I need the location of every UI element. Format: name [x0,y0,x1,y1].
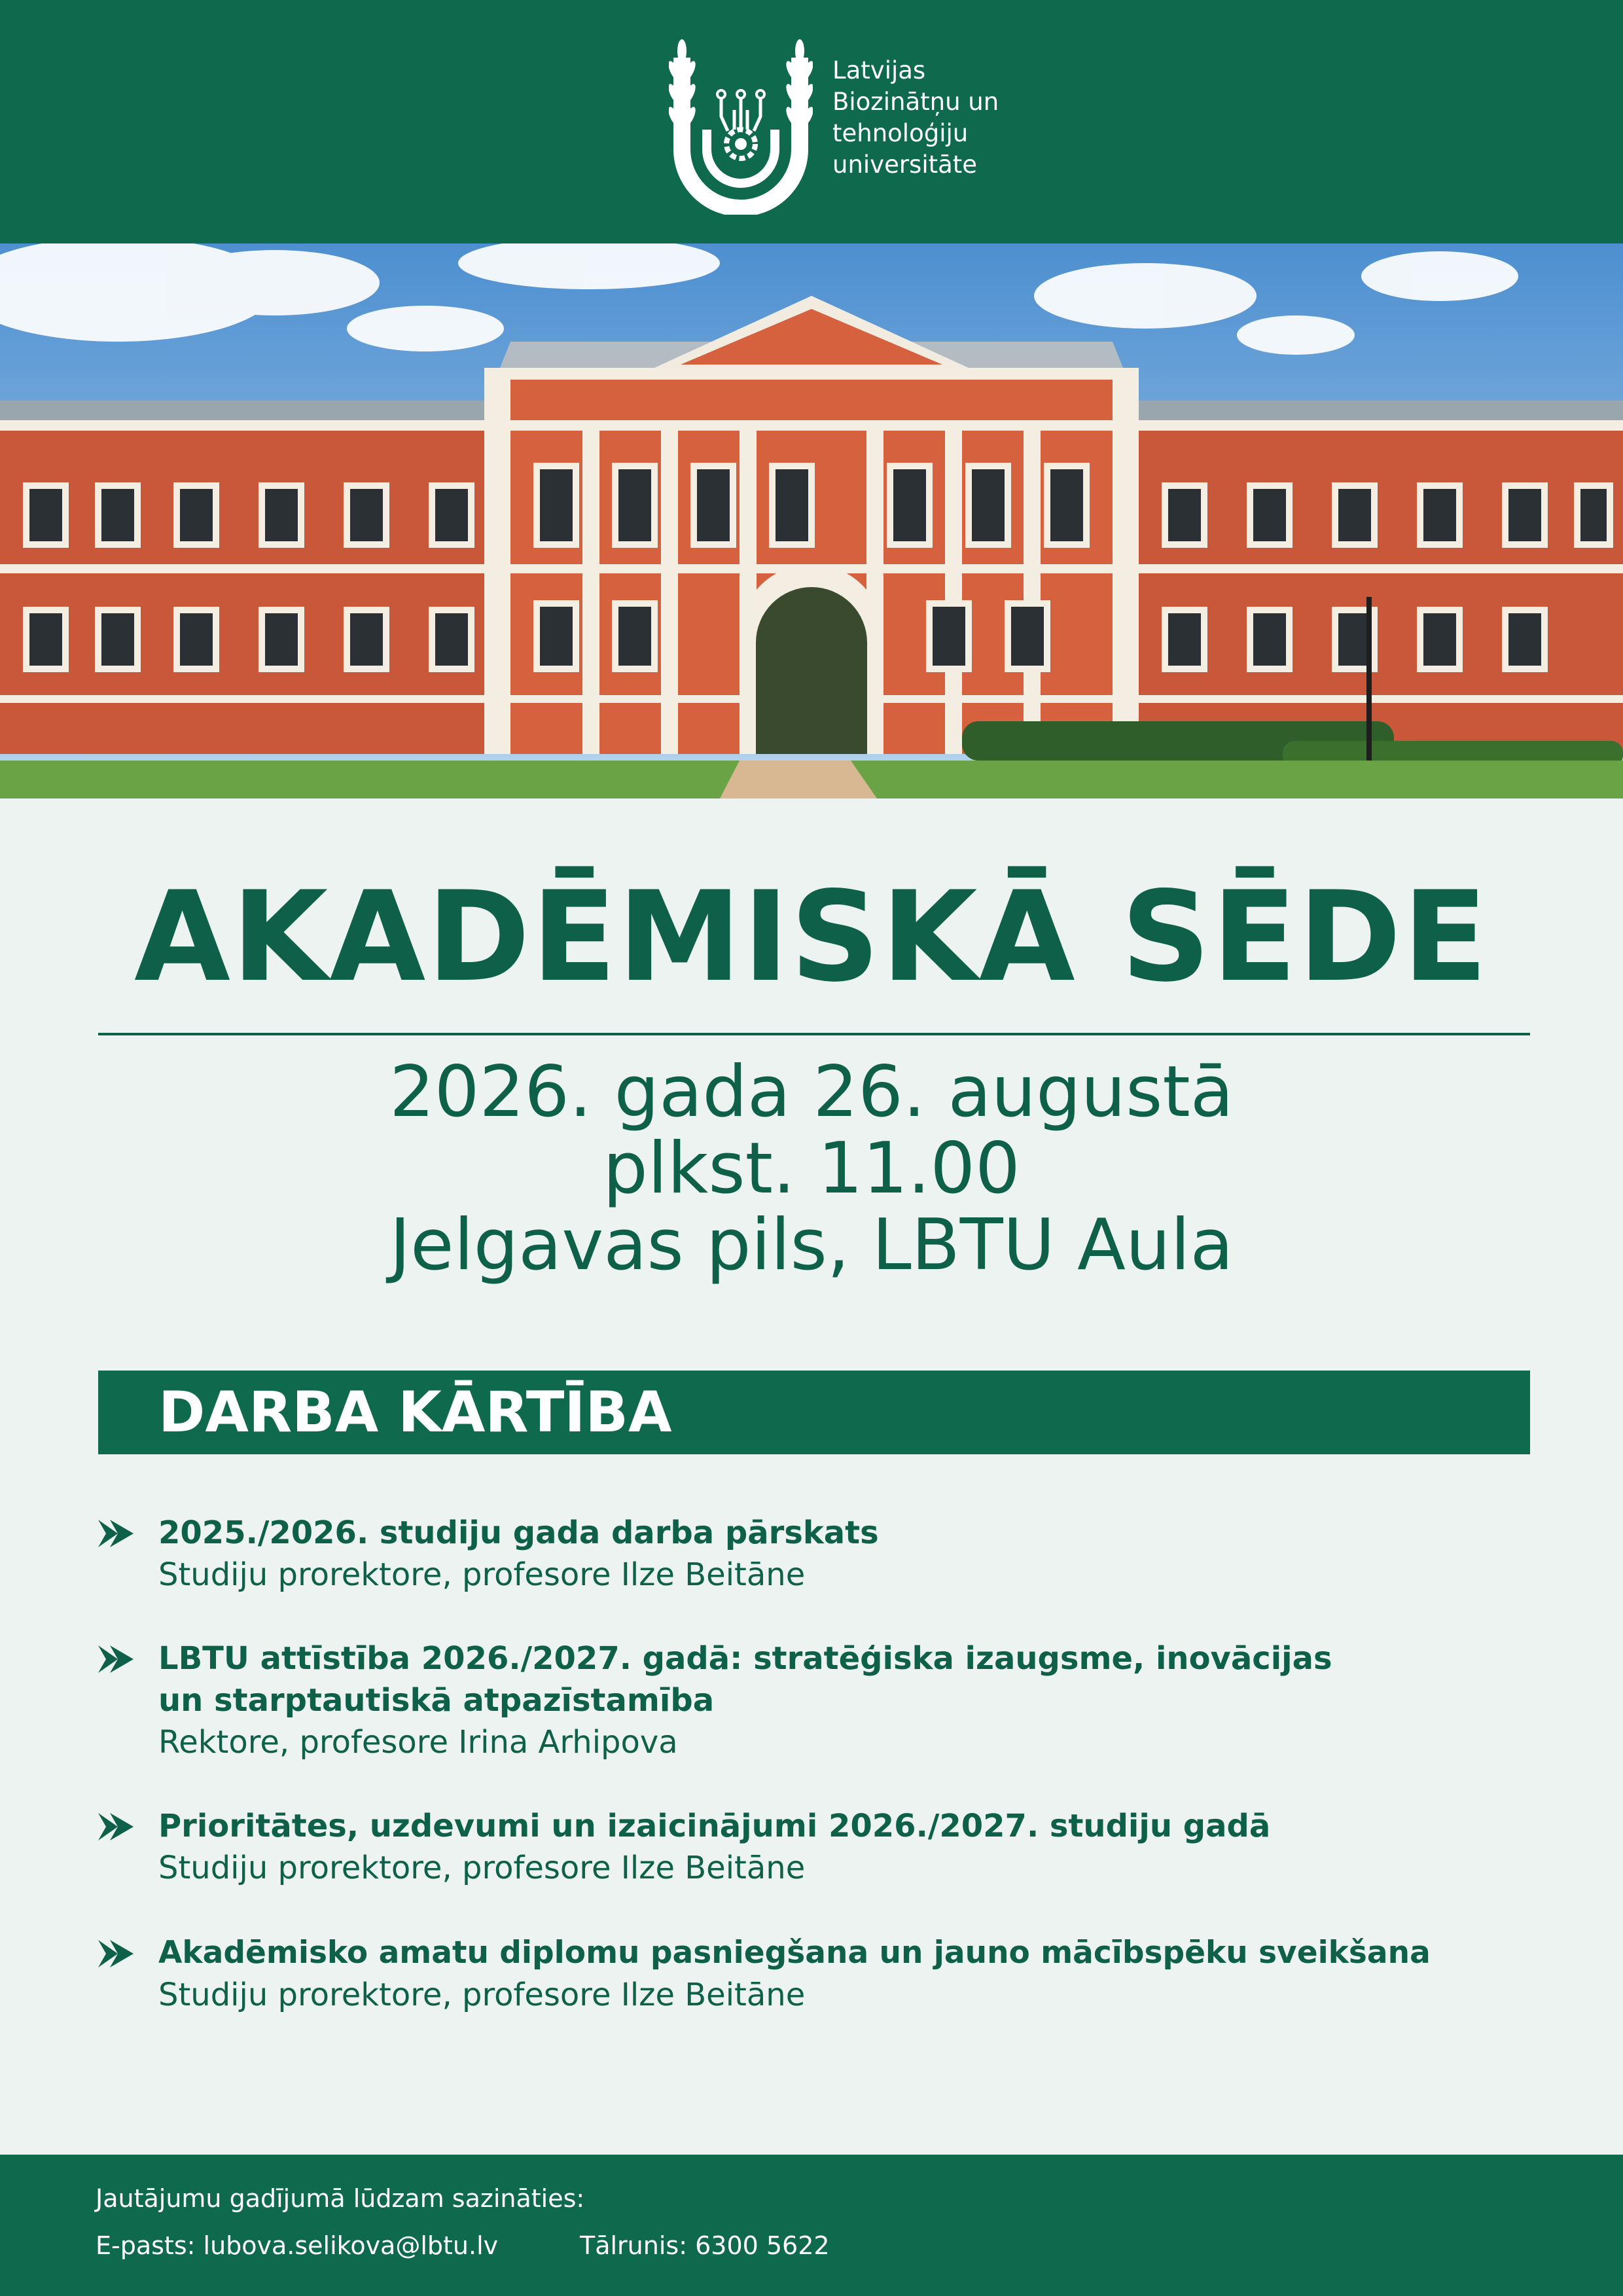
chevron-right-icon [98,1518,134,1549]
agenda-heading-bar [98,1371,1530,1454]
chevron-right-icon [98,1644,134,1674]
event-time: plkst. 11.00 [603,1128,1020,1210]
university-name-line: universitāte [832,151,978,179]
agenda-item-speaker: Rektore, profesore Irina Arhipova [158,1724,678,1761]
agenda-item-title: Prioritātes, uzdevumi un izaicinājumi 2026./2027. studiju gadā [158,1808,1271,1844]
chevron-right-icon [98,1812,134,1842]
footer [0,2155,1623,2296]
university-name-line: Biozinātņu un [832,88,999,116]
contact-email[interactable]: E-pasts: lubova.selikova@lbtu.lv [96,2231,499,2260]
university-name-line: tehnoloģiju [832,119,969,147]
agenda-item [98,1932,1538,2016]
university-name-line: Latvijas [832,56,926,84]
header-band [0,0,1623,243]
agenda-item [98,1638,1538,1763]
agenda-item-speaker: Studiju prorektore, profesore Ilze Beitāne [158,1977,806,2013]
contact-intro: Jautājumu gadījumā lūdzam sazināties: [96,2184,585,2213]
event-title: AKADĒMISKĀ SĒDE [134,865,1489,1009]
agenda-item-title: 2025./2026. studiju gada darba pārskats [158,1515,879,1551]
title-divider [98,1033,1530,1035]
agenda-item-speaker: Studiju prorektore, profesore Ilze Beitāne [158,1850,806,1886]
agenda-item-title: LBTU attīstība 2026./2027. gadā: stratēģiska izaugsme, inovācijas [158,1640,1332,1677]
agenda-item [98,1805,1538,1889]
agenda-item-speaker: Studiju prorektore, profesore Ilze Beitāne [158,1556,806,1593]
agenda-heading: DARBA KĀRTĪBA [158,1380,672,1445]
event-place: Jelgavas pils, LBTU Aula [389,1204,1234,1286]
agenda-item-title: un starptautiskā atpazīstamība [158,1682,715,1719]
contact-phone[interactable]: Tālrunis: 6300 5622 [580,2231,830,2260]
event-date: 2026. gada 26. augustā [389,1051,1234,1133]
lbtu-logo-icon [669,31,813,215]
jelgava-palace-photo [0,243,1623,798]
university-name [832,55,999,181]
agenda-item-title: Akadēmisko amatu diplomu pasniegšana un jauno mācībspēku sveikšana [158,1935,1431,1971]
agenda-item [98,1512,1538,1596]
chevron-right-icon [98,1939,134,1969]
